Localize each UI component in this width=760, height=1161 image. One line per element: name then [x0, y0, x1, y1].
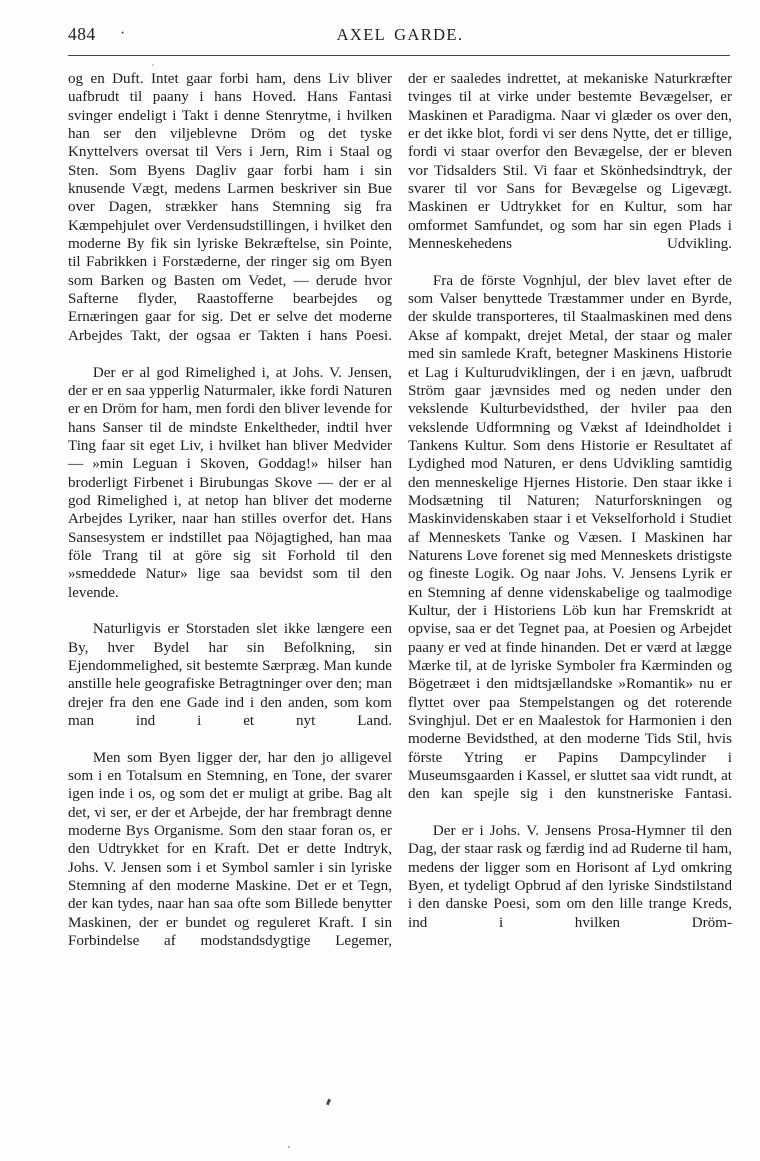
body-paragraph: og en Duft. Intet gaar forbi ham, dens Liv bliver uafbrudt til paany i hans Hoved. Hans Fantasi svinger endeligt i Takt i denne Stenrytme, i hvilken han ser den viljeblevne Dröm og det tyske Knyttelvers oversat til Vers i Jern, Rim i Staal og Sten. Som Byens Dagliv gaar forbi ham i sin knusende Vægt, medens Larmen beskriver sin Bue over Dagen, strækker hans Stemning sig fra Kæmpehjulet over Verdensudstillingen, i hvilket den moderne By fik sin lyriske Bekræftelse, sin Pointe, til Fabrikken i Forstæderne, der ringer sig om Byen som Barken og Basten om Vedet, — derude hvor Safterne flyder, Raastofferne bearbejdes og Ernæringen gaar for sig. Det er selve det moderne Arbejdes Takt, der ogsaa er Takten i hans Poesi.	[68, 71, 392, 344]
scan-speck	[152, 64, 154, 66]
running-head	[68, 24, 732, 50]
page-number: 484	[68, 24, 96, 44]
body-paragraph: Der er i Johs. V. Jensens Prosa-Hymner til den Dag, der staar rask og færdig ind ad Ruderne til ham, medens der ligger som en Horisont af Lyd omkring Byen, et tydeligt Opbrud af den lyriske Sindstilstand i den danske Poesi, som om den lille trange Kreds, ind i hvilken Dröm-	[408, 823, 732, 931]
scan-speck	[326, 1099, 331, 1106]
body-paragraph: Fra de förste Vognhjul, der blev lavet efter de som Valser benyttede Træstammer under en Byrde, der skulde transporteres, til Staalmaskinen med dens Akse af kompakt, drejet Metal, der staar og maler med sin samlede Kraft, betegner Maskinens Historie et Lag i Kulturudviklingen, der i en jævn, uafbrudt Ström gaar jævnsides med og neden under den vekslende Kulturbevidsthed, der hviler paa den vekslende Udformning og Vækst af Ideindholdet i Tankens Kultur. Som dens Historie er Resultatet af Lydighed mod Naturen, er dens Udvikling samtidig den menneskelige Hjernes Historie. Den staar ikke i Modsætning til Naturen; Naturforskningen og Maskinvidenskaben staar i et Vekselforhold i Studiet af Menneskets Tanke og Væsen. I Maskinen har Naturens Love forenet sig med Menneskets dristigste og fineste Logik. Og naar Johs. V. Jensens Lyrik er en Stemning af denne videnskabelige og taalmodige Kultur, der i Historiens Löb kun har Fremskridt at opvise, saa er det Tegnet paa, at Poesien og Arbejdet paany er ved at finde hinanden. Det er værd at lægge Mærke til, at de lyriske Symboler fra Kærminden og Bögetræet i den midtsjællandske »Romantik» nu er flyttet over paa Stempelstangen og det roterende Svinghjul. Det er en Maalestok for Harmonien i den moderne Bevidsthed, at den moderne Tids Stil, hvis förste Ytring er Papins Dampcylinder i Museumsgaarden i Kassel, er sluttet saa vidt rundt, at den kan spejle sig i den kunstneriske Fantasi.	[408, 272, 732, 803]
folio-dot-mark: ·	[120, 25, 126, 42]
running-head-title: AXEL GARDE.	[336, 25, 464, 44]
body-paragraph: Der er al god Rimelighed i, at Johs. V. Jensen, der er en saa ypperlig Naturmaler, ikke fordi Naturen er en Dröm for ham, men fordi den bliver levende for hans Sanser til de mindste Enkeltheder, indtil hver Ting faar sit eget Liv, i hvilket han bliver Medvider — »min Leguan i Skoven, Goddag!» hilser han broderligt Firbenet i Birubungas Skove — der er al god Rimelighed i, at netop han bliver det moderne Arbejdes Lyriker, naar han stilles overfor det. Hans Sansesystem er indstillet paa Nöjagtighed, han maa föle Trang til at göre sig sit Forhold til den »smeddede Natur» lige saa bevidst som til den levende.	[68, 364, 392, 601]
column-left	[68, 70, 392, 969]
body-paragraph: Naturligvis er Storstaden slet ikke længere een By, hver Bydel har sin Befolkning, sin Ejendommelighed, sit bestemte Særpræg. Man kunde anstille hele geografiske Betragtninger over den; man drejer fra den ene Gade ind i den anden, som kom man ind i et nyt Land.	[68, 621, 392, 730]
header-rule	[68, 55, 730, 56]
text-body	[68, 70, 732, 1070]
column-right	[408, 70, 732, 951]
body-paragraph: Men som Byen ligger der, har den jo alligevel som i en Totalsum en Stemning, en Tone, der svarer igen inde i os, og som det er muligt at gribe. Bag alt det, vi ser, er der et Arbejde, der har frembragt denne moderne Bys Organisme. Som den staar foran os, er den Udtrykket for en Kraft. Det er dette Indtryk, Johs. V. Jensen som i et Symbol samler i sin lyriske Stemning af den moderne Maskine. Det er et Tegn, der kan tydes, naar han saa ofte som Billede benytter Maskinen, der er bundet og reguleret Kraft. I sin Forbindelse af modstandsdygtige Legemer,	[68, 749, 392, 950]
body-paragraph: der er saaledes indrettet, at mekaniske Naturkræfter tvinges til at virke under bestemte Bevægelser, er Maskinen et Paradigma. Naar vi glæder os over den, er det ikke blot, fordi vi ser dens Nytte, det er tillige, fordi vi staar overfor den Bevægelse, der er bleven vor Tidsalders Stil. Vi faar et Skönhedsindtryk, der svarer til vor Sans for Bevægelse og Ligevægt. Maskinen er Udtrykket for en Kultur, som har omformet Samfundet, og som har sin egen Plads i Menneskehedens Udvikling.	[408, 71, 732, 253]
scan-speck	[288, 1146, 290, 1148]
